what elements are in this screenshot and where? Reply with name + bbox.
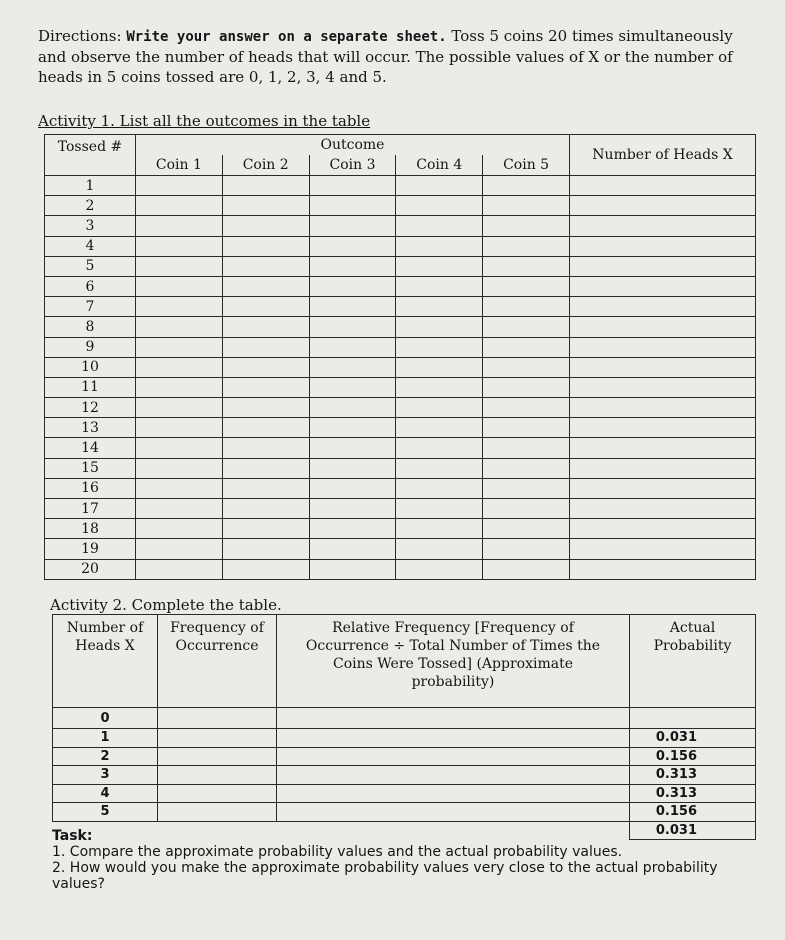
heads-cell[interactable] xyxy=(570,256,756,276)
heads-cell[interactable] xyxy=(570,398,756,418)
coin-cell[interactable] xyxy=(136,519,223,539)
coin-cell[interactable] xyxy=(136,216,223,236)
coin-cell[interactable] xyxy=(136,478,223,498)
coin1-header: Coin 1 xyxy=(136,155,223,176)
heads-cell[interactable] xyxy=(570,236,756,256)
outcome-row xyxy=(45,317,756,337)
coin-cell[interactable] xyxy=(222,317,309,337)
coin-cell[interactable] xyxy=(222,519,309,539)
outcomes-table xyxy=(44,134,756,580)
coin-cell[interactable] xyxy=(483,216,570,236)
frequency-header: Frequency of Occurrence xyxy=(158,615,277,708)
toss-number: 3 xyxy=(45,216,136,236)
coin4-header: Coin 4 xyxy=(396,155,483,176)
coin-cell[interactable] xyxy=(396,559,483,579)
coin-cell[interactable] xyxy=(309,559,396,579)
coin-cell[interactable] xyxy=(483,418,570,438)
toss-number: 12 xyxy=(45,398,136,418)
heads-cell[interactable] xyxy=(570,559,756,579)
coin-cell[interactable] xyxy=(309,357,396,377)
relative-frequency-cell[interactable] xyxy=(277,803,630,822)
relative-frequency-cell[interactable] xyxy=(277,729,630,748)
outcome-row xyxy=(45,176,756,196)
relative-frequency-header: Relative Frequency [Frequency of Occurrence ÷ Total Number of Times the Coins Were Tossed] (Approximate probability) xyxy=(277,615,630,708)
coin-cell[interactable] xyxy=(309,317,396,337)
frequency-cell[interactable] xyxy=(158,747,277,766)
coin-cell[interactable] xyxy=(309,196,396,216)
toss-number: 7 xyxy=(45,297,136,317)
coin-cell[interactable] xyxy=(222,377,309,397)
outcome-row xyxy=(45,499,756,519)
coin-cell[interactable] xyxy=(483,499,570,519)
coin-cell[interactable] xyxy=(483,559,570,579)
coin-cell[interactable] xyxy=(396,458,483,478)
coin-cell[interactable] xyxy=(309,458,396,478)
heads-cell[interactable] xyxy=(570,357,756,377)
coin-cell[interactable] xyxy=(309,438,396,458)
heads-cell[interactable] xyxy=(570,458,756,478)
toss-number: 5 xyxy=(45,256,136,276)
activity2-title: Activity 2. Complete the table. xyxy=(50,596,282,614)
coin-cell[interactable] xyxy=(136,499,223,519)
heads-cell[interactable] xyxy=(570,337,756,357)
coin-cell[interactable] xyxy=(136,418,223,438)
coin-cell[interactable] xyxy=(396,398,483,418)
activity1-title xyxy=(38,112,370,130)
coin-cell[interactable] xyxy=(396,499,483,519)
toss-number: 8 xyxy=(45,317,136,337)
frequency-cell[interactable] xyxy=(158,729,277,748)
coin-cell[interactable] xyxy=(396,276,483,296)
coin-cell[interactable] xyxy=(136,357,223,377)
outcome-row xyxy=(45,458,756,478)
toss-number: 16 xyxy=(45,478,136,498)
heads-cell[interactable] xyxy=(570,478,756,498)
outcome-row xyxy=(45,196,756,216)
coin-cell[interactable] xyxy=(483,297,570,317)
tossed-header: Tossed # xyxy=(45,135,136,176)
directions-label: Directions: xyxy=(38,27,122,45)
toss-number: 17 xyxy=(45,499,136,519)
heads-header: Number of Heads X xyxy=(570,135,756,176)
toss-number: 4 xyxy=(45,236,136,256)
toss-number: 19 xyxy=(45,539,136,559)
actual-probability-value: 0.156 xyxy=(630,747,756,766)
task-item-1: 1. Compare the approximate probability values and the actual probability values. xyxy=(52,844,623,860)
coin-cell[interactable] xyxy=(309,539,396,559)
outcome-row xyxy=(45,276,756,296)
outcome-row xyxy=(45,418,756,438)
coin-cell[interactable] xyxy=(483,357,570,377)
coin-cell[interactable] xyxy=(136,559,223,579)
actual-probability-value: 0.313 xyxy=(630,784,756,803)
outcome-row xyxy=(45,559,756,579)
relative-frequency-cell[interactable] xyxy=(277,747,630,766)
coin-cell[interactable] xyxy=(222,216,309,236)
coin-cell[interactable] xyxy=(136,377,223,397)
frequency-row xyxy=(53,729,756,748)
coin-cell[interactable] xyxy=(396,539,483,559)
outcome-row xyxy=(45,377,756,397)
heads-cell[interactable] xyxy=(570,539,756,559)
coin-cell[interactable] xyxy=(222,438,309,458)
toss-number: 11 xyxy=(45,377,136,397)
directions-paragraph xyxy=(38,26,763,87)
x-header-text: Number of Heads X xyxy=(66,620,144,654)
outcome-row xyxy=(45,519,756,539)
coin-cell[interactable] xyxy=(309,418,396,438)
coin-cell[interactable] xyxy=(396,519,483,539)
coin-cell[interactable] xyxy=(136,398,223,418)
coin-cell[interactable] xyxy=(309,519,396,539)
coin-cell[interactable] xyxy=(222,176,309,196)
coin-cell[interactable] xyxy=(483,458,570,478)
coin-cell[interactable] xyxy=(309,499,396,519)
coin-cell[interactable] xyxy=(483,176,570,196)
coin-cell[interactable] xyxy=(309,176,396,196)
toss-number: 15 xyxy=(45,458,136,478)
x-value: 5 xyxy=(53,803,158,822)
relative-frequency-cell[interactable] xyxy=(277,784,630,803)
heads-cell[interactable] xyxy=(570,377,756,397)
outcome-row xyxy=(45,478,756,498)
outcome-row xyxy=(45,539,756,559)
coin-cell[interactable] xyxy=(396,478,483,498)
coin-cell[interactable] xyxy=(136,256,223,276)
coin-cell[interactable] xyxy=(136,196,223,216)
outcome-row xyxy=(45,216,756,236)
coin-cell[interactable] xyxy=(309,256,396,276)
frequency-row xyxy=(53,803,756,822)
coin-cell[interactable] xyxy=(483,256,570,276)
coin-cell[interactable] xyxy=(136,276,223,296)
heads-cell[interactable] xyxy=(570,176,756,196)
coin-cell[interactable] xyxy=(483,337,570,357)
coin-cell[interactable] xyxy=(222,337,309,357)
x-header xyxy=(53,615,158,708)
heads-cell[interactable] xyxy=(570,499,756,519)
coin-cell[interactable] xyxy=(136,317,223,337)
heads-cell[interactable] xyxy=(570,276,756,296)
coin-cell[interactable] xyxy=(136,438,223,458)
heads-cell[interactable] xyxy=(570,519,756,539)
coin-cell[interactable] xyxy=(222,357,309,377)
task-section xyxy=(52,828,752,892)
coin-cell[interactable] xyxy=(396,418,483,438)
frequency-cell[interactable] xyxy=(158,766,277,785)
coin-cell[interactable] xyxy=(222,398,309,418)
outcome-row xyxy=(45,337,756,357)
x-value: 3 xyxy=(53,766,158,785)
coin-cell[interactable] xyxy=(483,438,570,458)
frequency-table xyxy=(52,614,756,840)
coin-cell[interactable] xyxy=(396,297,483,317)
coin-cell[interactable] xyxy=(222,418,309,438)
toss-number: 18 xyxy=(45,519,136,539)
coin-cell[interactable] xyxy=(222,196,309,216)
coin-cell[interactable] xyxy=(136,297,223,317)
activity1-title-text: Activity 1. List all the outcomes in the table xyxy=(38,112,371,130)
coin-cell[interactable] xyxy=(483,398,570,418)
task-item-2: 2. How would you make the approximate probability values very close to the actual probability values? xyxy=(52,860,718,892)
coin-cell[interactable] xyxy=(483,317,570,337)
outcome-row xyxy=(45,357,756,377)
toss-number: 1 xyxy=(45,176,136,196)
x-value: 2 xyxy=(53,747,158,766)
coin-cell[interactable] xyxy=(222,559,309,579)
directions-text: Toss 5 coins 20 times simultaneously and observe the number of heads that will occur. The possible values of X or the number of heads in 5 coins tossed are 0, 1, 2, 3, 4 and 5. xyxy=(38,27,733,86)
outcome-header: Outcome xyxy=(136,135,570,156)
frequency-row xyxy=(53,708,756,729)
coin-cell[interactable] xyxy=(309,297,396,317)
coin-cell[interactable] xyxy=(483,196,570,216)
heads-cell[interactable] xyxy=(570,196,756,216)
actual-probability-value: 0.156 xyxy=(630,803,756,822)
actual-probability-value: 0.031 xyxy=(630,729,756,748)
frequency-cell[interactable] xyxy=(158,784,277,803)
coin-cell[interactable] xyxy=(222,276,309,296)
relative-frequency-cell[interactable] xyxy=(277,766,630,785)
coin-cell[interactable] xyxy=(309,398,396,418)
toss-number: 20 xyxy=(45,559,136,579)
toss-number: 14 xyxy=(45,438,136,458)
heads-cell[interactable] xyxy=(570,317,756,337)
heads-cell[interactable] xyxy=(570,216,756,236)
coin-cell[interactable] xyxy=(136,539,223,559)
outcome-row xyxy=(45,398,756,418)
coin5-header: Coin 5 xyxy=(483,155,570,176)
task-label: Task: xyxy=(52,828,93,844)
outcome-row xyxy=(45,297,756,317)
coin-cell[interactable] xyxy=(222,478,309,498)
actual-probability-header: Actual Probability xyxy=(630,615,756,708)
coin-cell[interactable] xyxy=(222,499,309,519)
coin-cell[interactable] xyxy=(222,458,309,478)
coin-cell[interactable] xyxy=(309,337,396,357)
coin-cell[interactable] xyxy=(396,236,483,256)
heads-cell[interactable] xyxy=(570,297,756,317)
coin-cell[interactable] xyxy=(483,377,570,397)
coin-cell[interactable] xyxy=(396,377,483,397)
coin-cell[interactable] xyxy=(483,478,570,498)
coin-cell[interactable] xyxy=(136,337,223,357)
coin-cell[interactable] xyxy=(222,539,309,559)
actual-probability-last: 0.031 xyxy=(630,821,756,840)
outcome-row xyxy=(45,236,756,256)
outcome-row xyxy=(45,438,756,458)
relative-frequency-cell[interactable] xyxy=(277,708,630,729)
frequency-row xyxy=(53,747,756,766)
toss-number: 13 xyxy=(45,418,136,438)
toss-number: 9 xyxy=(45,337,136,357)
coin-cell[interactable] xyxy=(309,276,396,296)
outcome-row xyxy=(45,256,756,276)
frequency-row xyxy=(53,784,756,803)
coin-cell[interactable] xyxy=(483,276,570,296)
coin-cell[interactable] xyxy=(222,297,309,317)
toss-number: 6 xyxy=(45,276,136,296)
coin2-header: Coin 2 xyxy=(222,155,309,176)
heads-cell[interactable] xyxy=(570,418,756,438)
heads-cell[interactable] xyxy=(570,438,756,458)
actual-probability-value: 0.313 xyxy=(630,766,756,785)
coin-cell[interactable] xyxy=(483,519,570,539)
coin-cell[interactable] xyxy=(396,216,483,236)
coin3-header: Coin 3 xyxy=(309,155,396,176)
x-value: 1 xyxy=(53,729,158,748)
coin-cell[interactable] xyxy=(396,196,483,216)
frequency-cell[interactable] xyxy=(158,708,277,729)
toss-number: 2 xyxy=(45,196,136,216)
coin-cell[interactable] xyxy=(396,438,483,458)
coin-cell[interactable] xyxy=(136,458,223,478)
actual-probability-value xyxy=(630,708,756,729)
coin-cell[interactable] xyxy=(396,337,483,357)
coin-cell[interactable] xyxy=(309,377,396,397)
coin-cell[interactable] xyxy=(396,357,483,377)
coin-cell[interactable] xyxy=(483,539,570,559)
coin-cell[interactable] xyxy=(309,478,396,498)
coin-cell[interactable] xyxy=(396,256,483,276)
coin-cell[interactable] xyxy=(309,236,396,256)
frequency-row xyxy=(53,766,756,785)
frequency-cell[interactable] xyxy=(158,803,277,822)
coin-cell[interactable] xyxy=(309,216,396,236)
coin-cell[interactable] xyxy=(222,236,309,256)
coin-cell[interactable] xyxy=(483,236,570,256)
x-value: 4 xyxy=(53,784,158,803)
toss-number: 10 xyxy=(45,357,136,377)
coin-cell[interactable] xyxy=(136,176,223,196)
x-value: 0 xyxy=(53,708,158,729)
coin-cell[interactable] xyxy=(136,236,223,256)
coin-cell[interactable] xyxy=(222,256,309,276)
coin-cell[interactable] xyxy=(396,317,483,337)
directions-bold-instruction: Write your answer on a separate sheet. xyxy=(126,29,447,45)
coin-cell[interactable] xyxy=(396,176,483,196)
